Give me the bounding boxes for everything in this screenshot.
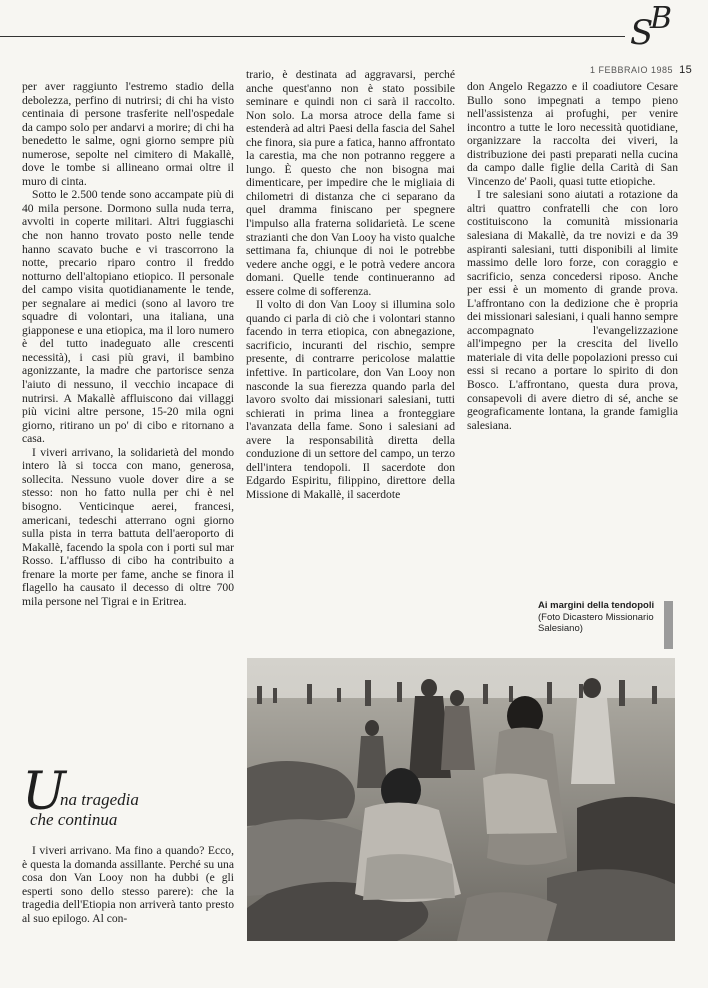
logo-letter-s: S <box>630 13 654 53</box>
magazine-logo <box>628 1 698 53</box>
caption-title: Ai margini della tendopoli <box>538 600 655 611</box>
paragraph: Sotto le 2.500 tende sono accampate più di 40 mila persone. Dormono sulla nuda terra, avvolti in coperte militari. Altri fuggiaschi che non hanno trovato posto nelle tende hanno scavato buche e vi trascorrono la notte, precario riparo contro il freddo notturno dell'altopiano etiopico. Il personale del campo visita quotidianamente le tende, per segnalare ai medici (sono al lavoro tre squadre di volontari, una italiana, una giapponese e una etiopica, ma il loro numero è del tutto inadeguato alle crescenti necessità), i casi più gravi, il bambino agonizzante, la madre che partorisce senza l'aiuto di nessuno, il vecchio incapace di nutrirsi. A Makallè affluiscono dai villaggi più vicini altre persone, 15-20 mila ogni giorno, ritirano un po' di cibo e ritornano a casa. <box>22 188 234 446</box>
column-1-continued <box>22 844 234 925</box>
paragraph: I tre salesiani sono aiutati a rotazione da altri quattro confratelli che con loro costituiscono la comunità missionaria salesiana di Makallè, da tre novizi e da 39 aspiranti salesiani, tutti disponibili al limite massimo delle loro forze, con coraggio e sacrificio, senza concedersi riposo. Anche per essi è un momento di grande prova. L'affrontano con la dedizione che è propria dei missionari salesiani, i quali hanno sempre accompagnato l'evangelizzazione all'impegno per la crescita del livello materiale di vita delle popolazioni presso cui essi si recano a portare lo spirito di don Bosco. L'affrontano, questa dura prova, consapevoli di avere dietro di sé, anche se geograficamente lontana, la grande famiglia salesiana. <box>467 188 678 432</box>
header-rule <box>0 36 625 37</box>
caption-credit: (Foto Dicastero Missionario Salesiano) <box>538 611 654 634</box>
paragraph: per aver raggiunto l'estremo stadio della debolezza, perfino di nutrirsi; di chi ha visto centinaia di persone trasferite nell'ospedale da campo solo per andarvi a morire; di chi ha benedetto le salme, ogni giorno sempre più numerose, sepolte nel cimitero di Makallè, dove le tombe si allineano ormai oltre il muro di cinta. <box>22 80 234 188</box>
camp-photo <box>247 658 675 941</box>
page-header <box>590 64 692 76</box>
column-1 <box>22 80 234 608</box>
subheading-line-1: na tragedia <box>60 790 139 809</box>
column-3 <box>467 80 678 432</box>
page-number: 15 <box>679 64 693 76</box>
paragraph: Il volto di don Van Looy si illumina solo quando ci parla di ciò che i volontari stanno facendo in terra etiopica, con abnegazione, sacrificio, incuranti del rischio, sempre presente, di contrarre pericolose malattie infettive. In particolare, don Van Looy non nasconde la sua fierezza quando parla del lavoro svolto dai missionari salesiani, tutti schierati in prima linea a fronteggiare l'avanzata della fame. Sono i salesiani ad avere la responsabilità diretta della conduzione di un settore del campo, un terzo dell'intera tendopoli. Il sacerdote don Edgardo Espiritu, filippino, direttore della Missione di Makallè, il sacerdote <box>246 298 455 501</box>
logo-letter-b: B <box>650 1 673 36</box>
section-subheading <box>22 762 237 832</box>
photo-caption <box>538 600 658 635</box>
paragraph: I viveri arrivano, la solidarietà del mondo intero là si tocca con mano, generosa, sollecita. Nessuno vuole dover dire a se stesso: non ho fatto nulla per chi è nel bisogno. Venticinque aerei, francesi, americani, tedeschi atterrano ogni giorno sulla pista in terra battuta dell'aeroporto di Makallè, facendo la spola con i porti sul mar Rosso. L'afflusso di cibo ha contribuito a frenare la morte per fame, anche se finora il flagello ha causato il decesso di oltre 700 mila persone nel Tigrai e in Eritrea. <box>22 445 234 608</box>
caption-bar <box>664 601 673 649</box>
drop-cap: U <box>22 762 66 822</box>
camp-photo-illustration <box>247 658 675 941</box>
issue-date: 1 FEBBRAIO 1985 <box>590 65 674 75</box>
paragraph: I viveri arrivano. Ma fino a quando? Ecco, è questa la domanda assillante. Perché su una cosa don Van Looy non ha dubbi (e gli esperti sono dello stesso parere): che la tragedia dell'Etiopia non arriverà tanto presto al suo epilogo. Al con- <box>22 844 234 925</box>
paragraph: trario, è destinata ad aggravarsi, perché anche quest'anno non è stato possibile seminare e quindi non ci sarà il raccolto. Non solo. La morsa atroce della fame si estenderà ad altri Paesi della fascia del Sahel che finora, sia pure a fatica, hanno affrontato la carestia, ma che non potranno reggere a lungo. È questo che non bisogna mai dimenticare, per impedire che le migliaia di chilometri di distanza che ci separano da quel dramma finiscano per spegnere l'impulso alla fraterna solidarietà. Le scene strazianti che don Van Looy ha visto qualche settimana fa, chiunque di noi le potrebbe vedere anche oggi, e le potrà vedere ancora domani. Quelle tende continueranno ad essere colme di sofferenza. <box>246 68 455 298</box>
column-2 <box>246 68 455 502</box>
subheading-line-2: che continua <box>30 810 118 829</box>
paragraph: don Angelo Regazzo e il coadiutore Cesare Bullo sono impegnati a tempo pieno nell'assistenza ai profughi, per venire incontro a tutte le loro necessità quotidiane, organizzare la raccolta dei viveri, la distribuzione dei pasti preparati nella cucina da campo dalle figlie della Carità di San Vincenzo de' Paoli, quasi tutte etiopiche. <box>467 80 678 188</box>
